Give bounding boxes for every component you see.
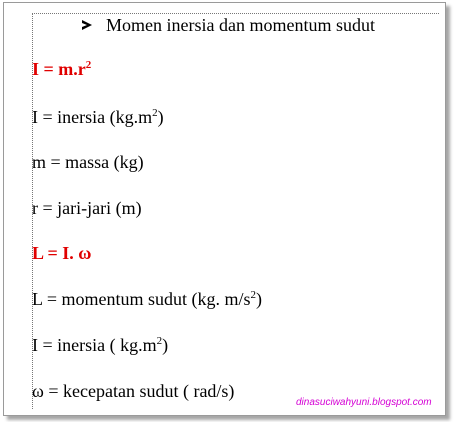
definition-mass: m = massa (kg): [32, 152, 144, 172]
section-heading: [82, 14, 375, 36]
watermark-text: dinasuciwahyuni.blogspot.com: [296, 397, 432, 408]
formula-angular-momentum: L = I. ω: [32, 243, 92, 263]
definition-radius: r = jari-jari (m): [32, 198, 142, 218]
definition-angular-momentum: L = momentum sudut (kg. $m/s^2$): [32, 289, 262, 309]
definition-inertia: I = inersia $(kg.m^2)$: [32, 107, 164, 127]
arrow-bullet-icon: [82, 20, 92, 30]
definition-inertia-repeat: I = inersia ( $kg.m^2$): [32, 335, 169, 355]
formula-inertia: $I = m.r^2$: [32, 59, 92, 79]
definition-angular-velocity: ω = kecepatan sudut ( rad/s): [32, 381, 235, 401]
heading-text: Momen inersia dan momentum sudut: [106, 15, 375, 35]
